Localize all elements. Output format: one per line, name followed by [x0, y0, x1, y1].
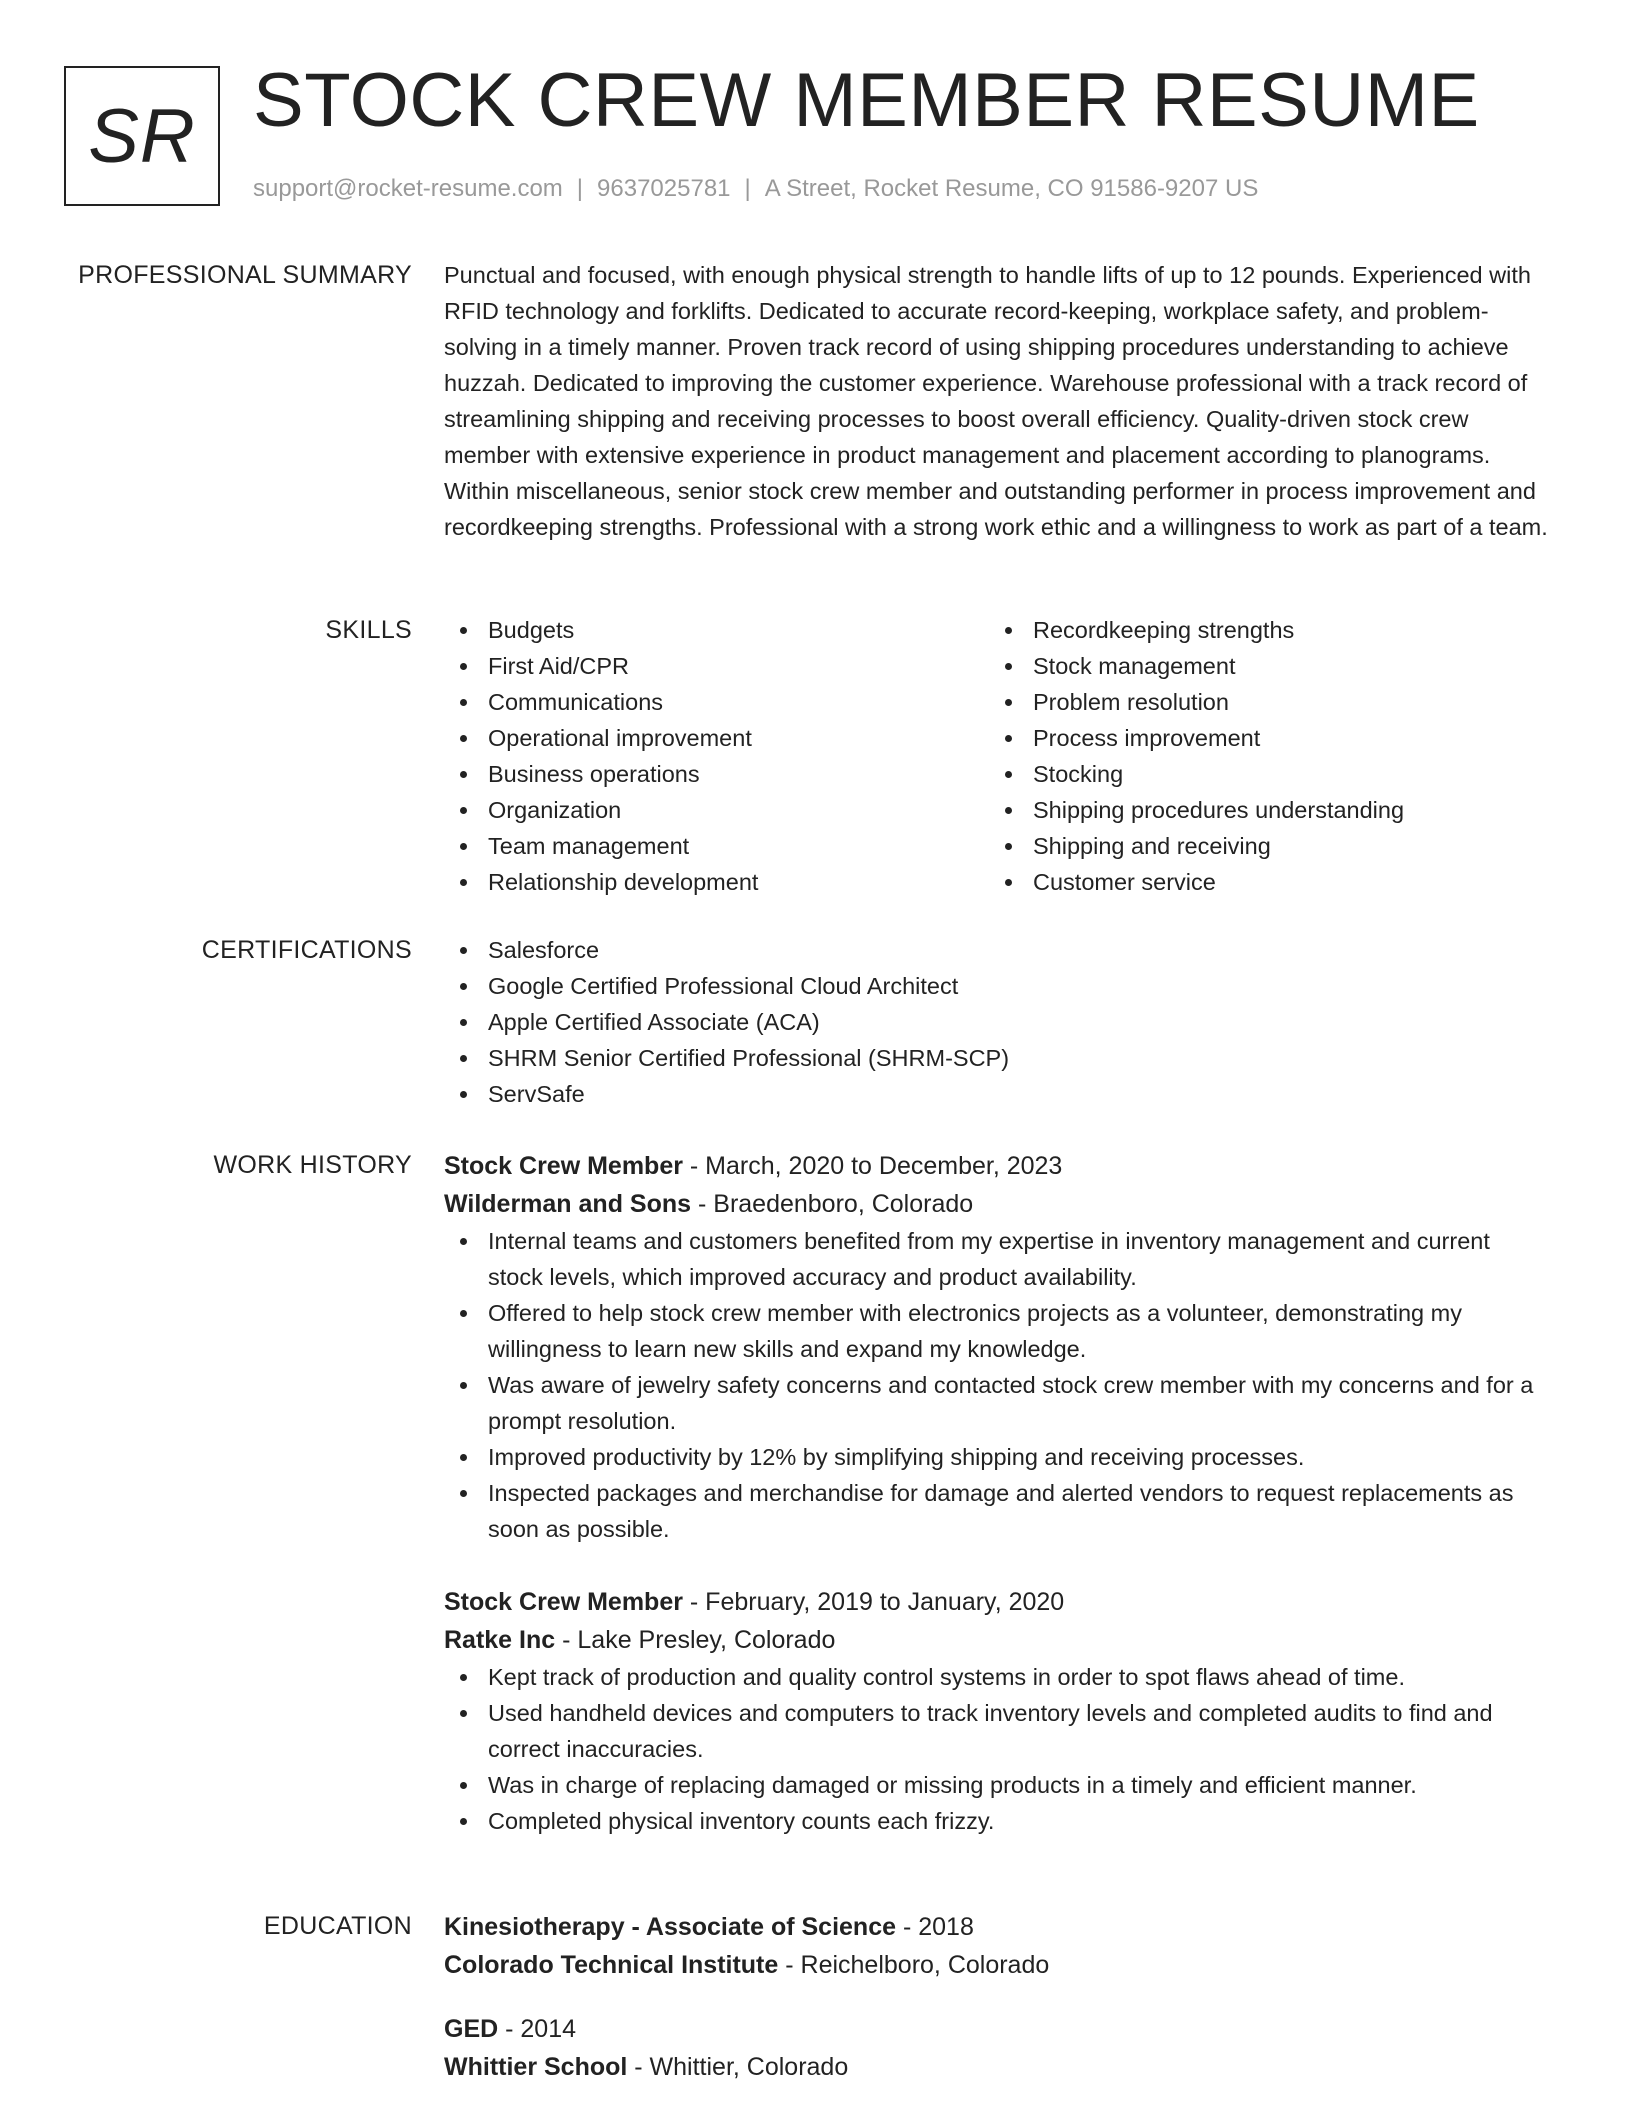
skill-item: Shipping and receiving	[989, 828, 1534, 864]
certification-item: Google Certified Professional Cloud Architect	[444, 968, 1550, 1004]
education-degree: GED	[444, 2015, 499, 2043]
section-label-summary: PROFESSIONAL SUMMARY	[78, 261, 412, 289]
education-school-line	[444, 2048, 1550, 2086]
monogram-logo: SR	[64, 66, 220, 206]
education-year: - 2014	[498, 2015, 577, 2043]
contact-separator: |	[576, 175, 584, 202]
summary-text: Punctual and focused, with enough physical strength to handle lifts of up to 12 pounds. Experienced with RFID technology and forklifts. Dedicated to accurate record-keeping, workplace safety, and problem-solving in a timely manner. Proven track record of using shipping procedures understanding to achieve huzzah. Dedicated to improving the customer experience. Warehouse professional with a track record of streamlining shipping and receiving processes to boost overall efficiency. Quality-driven stock crew member with extensive experience in product management and placement according to planograms. Within miscellaneous, senior stock crew member and outstanding performer in process improvement and recordkeeping strengths. Professional with a strong work ethic and a willingness to work as part of a team.	[444, 262, 1548, 540]
education-degree-line	[444, 2010, 1550, 2048]
skill-item: Stock management	[989, 648, 1534, 684]
skills-list-right	[989, 612, 1534, 900]
education-location: - Whittier, Colorado	[627, 2053, 849, 2081]
job-dates: - February, 2019 to January, 2020	[682, 1588, 1065, 1616]
job-title: Stock Crew Member	[444, 1152, 683, 1180]
job-location: - Lake Presley, Colorado	[555, 1626, 836, 1654]
job-bullets	[444, 1223, 1550, 1547]
certifications-list	[444, 932, 1550, 1112]
certifications-body	[444, 932, 1550, 1112]
job-company-line	[444, 1185, 1550, 1223]
certification-item: SHRM Senior Certified Professional (SHRM-SCP)	[444, 1040, 1550, 1076]
skill-item: Problem resolution	[989, 684, 1534, 720]
job-bullet: Was aware of jewelry safety concerns and contacted stock crew member with my concerns and for a prompt resolution.	[444, 1367, 1550, 1439]
skills-grid	[444, 612, 1550, 900]
job-company-line	[444, 1621, 1550, 1659]
certification-item: Salesforce	[444, 932, 1550, 968]
contact-phone: 9637025781	[597, 175, 731, 202]
skill-item: Communications	[444, 684, 989, 720]
work-history-body	[444, 1147, 1550, 1839]
job-bullet: Offered to help stock crew member with electronics projects as a volunteer, demonstrating my willingness to learn new skills and expand my knowledge.	[444, 1295, 1550, 1367]
education-entry	[444, 1908, 1550, 1984]
job-title-line	[444, 1147, 1550, 1185]
skill-item: Operational improvement	[444, 720, 989, 756]
certification-item: ServSafe	[444, 1076, 1550, 1112]
job-bullet: Completed physical inventory counts each frizzy.	[444, 1803, 1550, 1839]
skills-list-left	[444, 612, 989, 900]
education-school: Whittier School	[444, 2053, 628, 2081]
education-school-line	[444, 1946, 1550, 1984]
job-bullet: Inspected packages and merchandise for damage and alerted vendors to request replacements as soon as possible.	[444, 1475, 1550, 1547]
education-degree: Kinesiotherapy - Associate of Science	[444, 1913, 897, 1941]
job-dates: - March, 2020 to December, 2023	[682, 1152, 1063, 1180]
job-company: Wilderman and Sons	[444, 1190, 692, 1218]
summary-body	[444, 257, 1550, 545]
job-title: Stock Crew Member	[444, 1588, 683, 1616]
skill-item: Customer service	[989, 864, 1534, 900]
skill-item: First Aid/CPR	[444, 648, 989, 684]
section-label-certifications: CERTIFICATIONS	[201, 936, 412, 964]
contact-separator: |	[744, 175, 751, 202]
certification-item: Apple Certified Associate (ACA)	[444, 1004, 1550, 1040]
job-bullet: Kept track of production and quality control systems in order to spot flaws ahead of time.	[444, 1659, 1550, 1695]
education-year: - 2018	[896, 1913, 974, 1941]
section-label-skills: SKILLS	[325, 616, 412, 644]
skill-item: Organization	[444, 792, 989, 828]
education-school: Colorado Technical Institute	[444, 1951, 779, 1979]
contact-address: A Street, Rocket Resume, CO 91586-9207 US	[764, 175, 1259, 202]
job-bullet: Was in charge of replacing damaged or missing products in a timely and efficient manner.	[444, 1767, 1550, 1803]
section-label-work-history: WORK HISTORY	[213, 1151, 412, 1179]
skill-item: Stocking	[989, 756, 1534, 792]
job-entry	[444, 1583, 1550, 1839]
job-bullets	[444, 1659, 1550, 1839]
job-entry	[444, 1147, 1550, 1547]
skill-item: Team management	[444, 828, 989, 864]
education-body	[444, 1908, 1550, 2086]
skill-item: Recordkeeping strengths	[989, 612, 1534, 648]
job-company: Ratke Inc	[444, 1626, 556, 1654]
skill-item: Business operations	[444, 756, 989, 792]
education-location: - Reichelboro, Colorado	[778, 1951, 1050, 1979]
skill-item: Shipping procedures understanding	[989, 792, 1534, 828]
education-entry	[444, 2010, 1550, 2086]
education-degree-line	[444, 1908, 1550, 1946]
contact-email: support@rocket-resume.com	[253, 175, 563, 202]
job-title-line	[444, 1583, 1550, 1621]
skill-item: Budgets	[444, 612, 989, 648]
section-label-education: EDUCATION	[263, 1912, 412, 1940]
job-bullet: Improved productivity by 12% by simplifying shipping and receiving processes.	[444, 1439, 1550, 1475]
job-bullet: Internal teams and customers benefited from my expertise in inventory management and current stock levels, which improved accuracy and product availability.	[444, 1223, 1550, 1295]
contact-line	[253, 174, 1258, 204]
job-bullet: Used handheld devices and computers to track inventory levels and completed audits to find and correct inaccuracies.	[444, 1695, 1550, 1767]
resume-title: STOCK CREW MEMBER RESUME	[253, 58, 1480, 143]
skill-item: Relationship development	[444, 864, 989, 900]
job-location: - Braedenboro, Colorado	[691, 1190, 974, 1218]
skill-item: Process improvement	[989, 720, 1534, 756]
